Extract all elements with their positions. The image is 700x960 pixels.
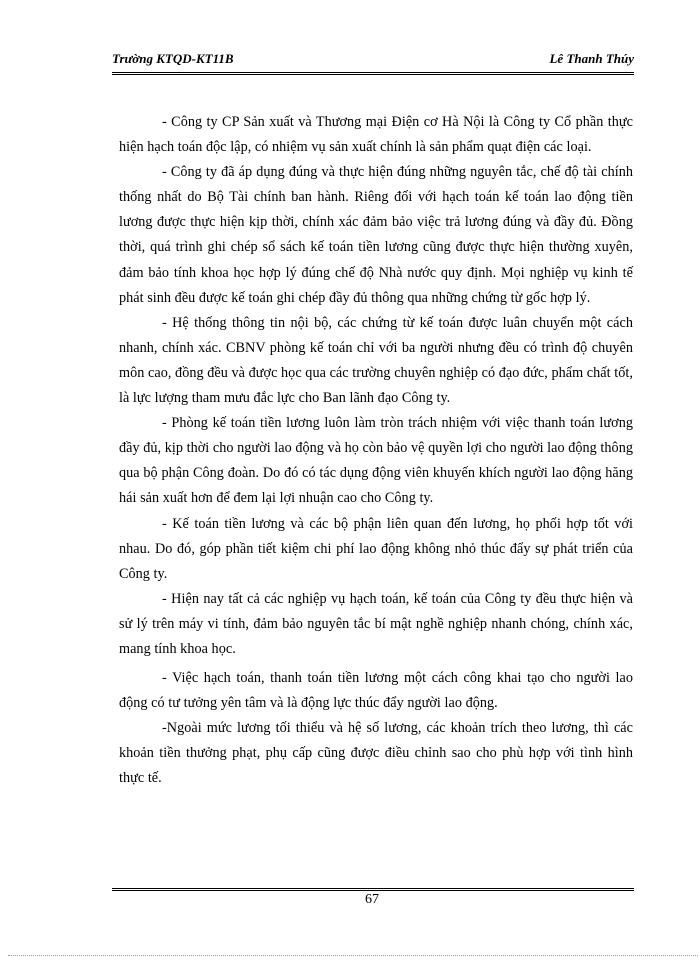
paragraph: - Việc hạch toán, thanh toán tiền lương một cách công khai tạo cho người lao động có tư tưởng yên tâm và là động lực thúc đẩy người lao động. — [119, 670, 633, 712]
paragraph: - Công ty CP Sản xuất và Thương mại Điện cơ Hà Nội là Công ty Cổ phần thực hiện hạch toán độc lập, có nhiệm vụ sản xuất chính là sản phẩm quạt điện các loại. — [119, 114, 633, 156]
header-school: Trường KTQD-KT11B — [112, 51, 234, 66]
paragraph: - Hệ thống thông tin nội bộ, các chứng từ kế toán được luân chuyển một cách nhanh, chính xác. CBNV phòng kế toán chỉ với ba người nhưng đều có trình độ chuyên môn cao, đồng đều và được học qua các trường chuyên nghiệp có đạo đức, phẩm chất tốt, là lực lượng tham mưu đắc lực cho Ban lãnh đạo Công ty. — [119, 314, 633, 407]
paragraph: - Phòng kế toán tiền lương luôn làm tròn trách nhiệm với việc thanh toán lương đầy đủ, kịp thời cho người lao động và họ còn bảo vệ quyền lợi cho người lao động thông qua bộ phận Công đoàn. Do đó có tác dụng động viên khuyến khích người lao động hăng hái sản xuất hơn để đem lại lợi nhuận cao cho Công ty. — [119, 415, 633, 507]
page-header — [112, 48, 634, 70]
header-author: Lê Thanh Thúy — [549, 51, 634, 66]
document-body — [119, 110, 633, 792]
paragraph: -Ngoài mức lương tối thiểu và hệ số lương, các khoản trích theo lương, thì các khoản tiền thưởng phạt, phụ cấp cũng được điều chỉnh sao cho phù hợp với tình hình thực tế. — [119, 720, 633, 787]
paragraph: - Hiện nay tất cả các nghiệp vụ hạch toán, kế toán của Công ty đều thực hiện và sử lý trên máy vi tính, đảm bảo nguyên tắc bí mật nghề nghiệp nhanh chóng, chính xác, mang tính khoa học. — [119, 590, 633, 657]
footer-rule — [112, 888, 634, 891]
paragraph: - Công ty đã áp dụng đúng và thực hiện đúng những nguyên tắc, chế độ tài chính thống nhất do Bộ Tài chính ban hành. Riêng đối với hạch toán kế toán lao động tiền lương được thực hiện kịp thời, chính xác đảm bảo việc trả lương đúng và đầy đủ. Đồng thời, quá trình ghi chép sổ sách kế toán tiền lương cũng được thực hiện thường xuyên, đảm bảo tính khoa học hợp lý đúng chế độ Nhà nước quy định. Mọi nghiệp vụ kinh tế phát sinh đều được kế toán ghi chép đầy đủ thông qua những chứng từ gốc hợp lý. — [119, 164, 633, 306]
page-edge-divider — [8, 955, 698, 956]
header-rule — [112, 72, 634, 75]
paragraph: - Kế toán tiền lương và các bộ phận liên quan đến lương, họ phối hợp tốt với nhau. Do đó, góp phần tiết kiệm chi phí lao động không nhỏ thúc đẩy sự phát triển của Công ty. — [119, 515, 633, 582]
page-number: 67 — [365, 892, 379, 907]
